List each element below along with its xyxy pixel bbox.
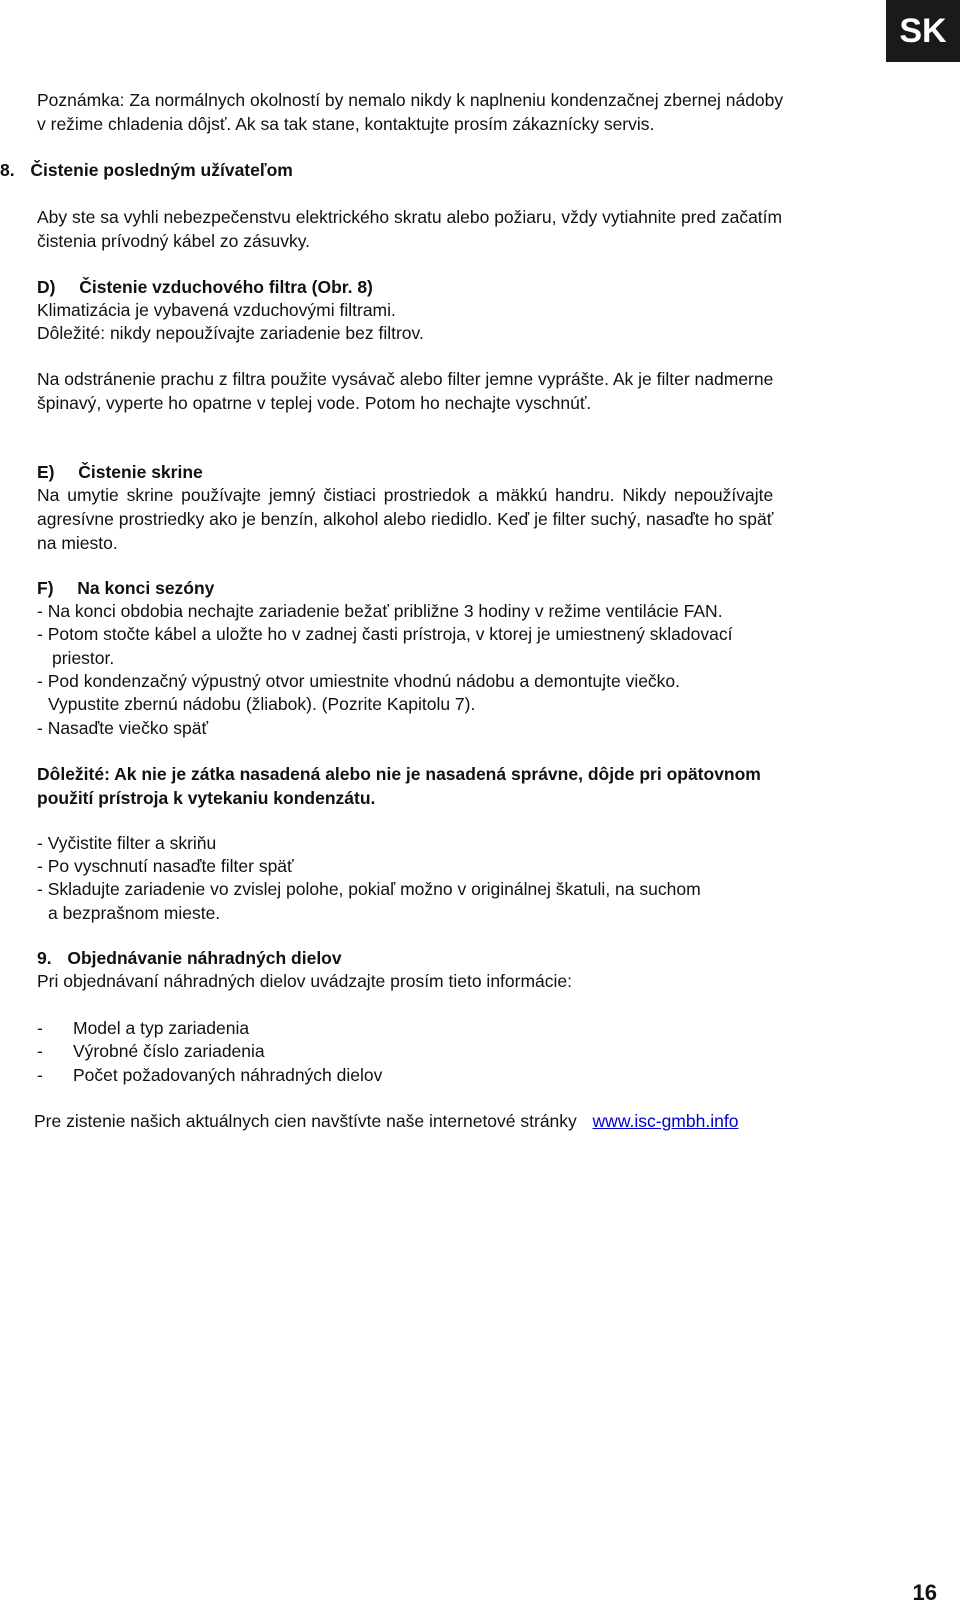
section-9-intro: Pri objednávaní náhradných dielov uvádzajte prosím tieto informácie: — [37, 971, 573, 991]
list-bullet: - — [37, 1065, 43, 1085]
page-number: 16 — [912, 1580, 937, 1605]
section-e-line-1: Na umytie skrine používajte jemný čistiaci prostriedok a mäkkú handru. Nikdy nepoužívajte — [37, 485, 774, 505]
important-line-2: použití prístroja k vytekaniu kondenzátu. — [37, 788, 376, 808]
section-f-line-2: - Potom stočte kábel a uložte ho v zadnej časti prístroja, v ktorej je umiestnený skladovací — [37, 624, 733, 644]
section-f-line-3: priestor. — [52, 648, 115, 668]
section-e-line-2: agresívne prostriedky ako je benzín, alkohol alebo riedidlo. Keď je filter suchý, nasaďte ho späť — [37, 509, 774, 529]
section-d-line-2: Dôležité: nikdy nepoužívajte zariadenie bez filtrov. — [37, 323, 424, 343]
checklist-line-1: - Vyčistite filter a skriňu — [37, 833, 217, 853]
footer-text: Pre zistenie našich aktuálnych cien navštívte naše internetové stránky — [34, 1111, 577, 1131]
section-d-line-4: špinavý, vyperte ho opatrne v teplej vode. Potom ho nechajte vyschnúť. — [37, 393, 592, 413]
checklist-line-3: - Skladujte zariadenie vo zvislej polohe, pokiaľ možno v originálnej škatuli, na suchom — [37, 879, 701, 899]
checklist-line-2: - Po vyschnutí nasaďte filter späť — [37, 856, 294, 876]
footer-line — [34, 1109, 738, 1133]
section-8-heading — [0, 158, 293, 182]
note-line-2: v režime chladenia dôjsť. Ak sa tak stane, kontaktujte prosím zákaznícky servis. — [37, 114, 655, 134]
section-e-heading — [37, 460, 203, 484]
section-d-letter: D) — [37, 277, 56, 297]
section-8-intro-line-2: čistenia prívodný kábel zo zásuvky. — [37, 231, 311, 251]
section-d-line-1: Klimatizácia je vybavená vzduchovými filtrami. — [37, 300, 396, 320]
section-9-heading — [37, 946, 342, 970]
list-item-text: Počet požadovaných náhradných dielov — [73, 1065, 383, 1085]
list-item — [37, 1063, 382, 1087]
section-8-title: Čistenie posledným užívateľom — [30, 160, 293, 180]
list-item — [37, 1039, 265, 1063]
section-8-intro-line-1: Aby ste sa vyhli nebezpečenstvu elektrického skratu alebo požiaru, vždy vytiahnite pred začatím — [37, 207, 783, 227]
section-f-line-1: - Na konci obdobia nechajte zariadenie bežať približne 3 hodiny v režime ventilácie FAN. — [37, 601, 723, 621]
section-d-heading — [37, 275, 373, 299]
section-f-title: Na konci sezóny — [77, 578, 215, 598]
language-badge: SK — [886, 0, 960, 62]
section-f-line-5: Vypustite zbernú nádobu (žliabok). (Pozrite Kapitolu 7). — [48, 694, 476, 714]
section-d-title: Čistenie vzduchového filtra (Obr. 8) — [79, 277, 373, 297]
section-d-line-3: Na odstránenie prachu z filtra použite vysávač alebo filter jemne vyprášte. Ak je filter nadmerne — [37, 369, 774, 389]
section-9-title: Objednávanie náhradných dielov — [67, 948, 342, 968]
section-e-title: Čistenie skrine — [78, 462, 203, 482]
section-e-letter: E) — [37, 462, 55, 482]
list-bullet: - — [37, 1041, 43, 1061]
list-item-text: Výrobné číslo zariadenia — [73, 1041, 265, 1061]
checklist-line-4: a bezprašnom mieste. — [48, 903, 221, 923]
list-item — [37, 1016, 249, 1040]
section-f-letter: F) — [37, 578, 54, 598]
list-item-text: Model a typ zariadenia — [73, 1018, 250, 1038]
website-link[interactable]: www.isc-gmbh.info — [592, 1111, 739, 1131]
list-bullet: - — [37, 1018, 43, 1038]
important-line-1: Dôležité: Ak nie je zátka nasadená alebo nie je nasadená správne, dôjde pri opätovnom — [37, 764, 761, 784]
section-f-line-4: - Pod kondenzačný výpustný otvor umiestnite vhodnú nádobu a demontujte viečko. — [37, 671, 681, 691]
section-e-line-3: na miesto. — [37, 533, 118, 553]
section-f-heading — [37, 576, 214, 600]
section-8-number: 8. — [0, 160, 15, 180]
section-f-line-6: - Nasaďte viečko späť — [37, 718, 209, 738]
section-9-number: 9. — [37, 948, 52, 968]
note-line-1: Poznámka: Za normálnych okolností by nemalo nikdy k naplneniu kondenzačnej zbernej nádoby — [37, 90, 784, 110]
